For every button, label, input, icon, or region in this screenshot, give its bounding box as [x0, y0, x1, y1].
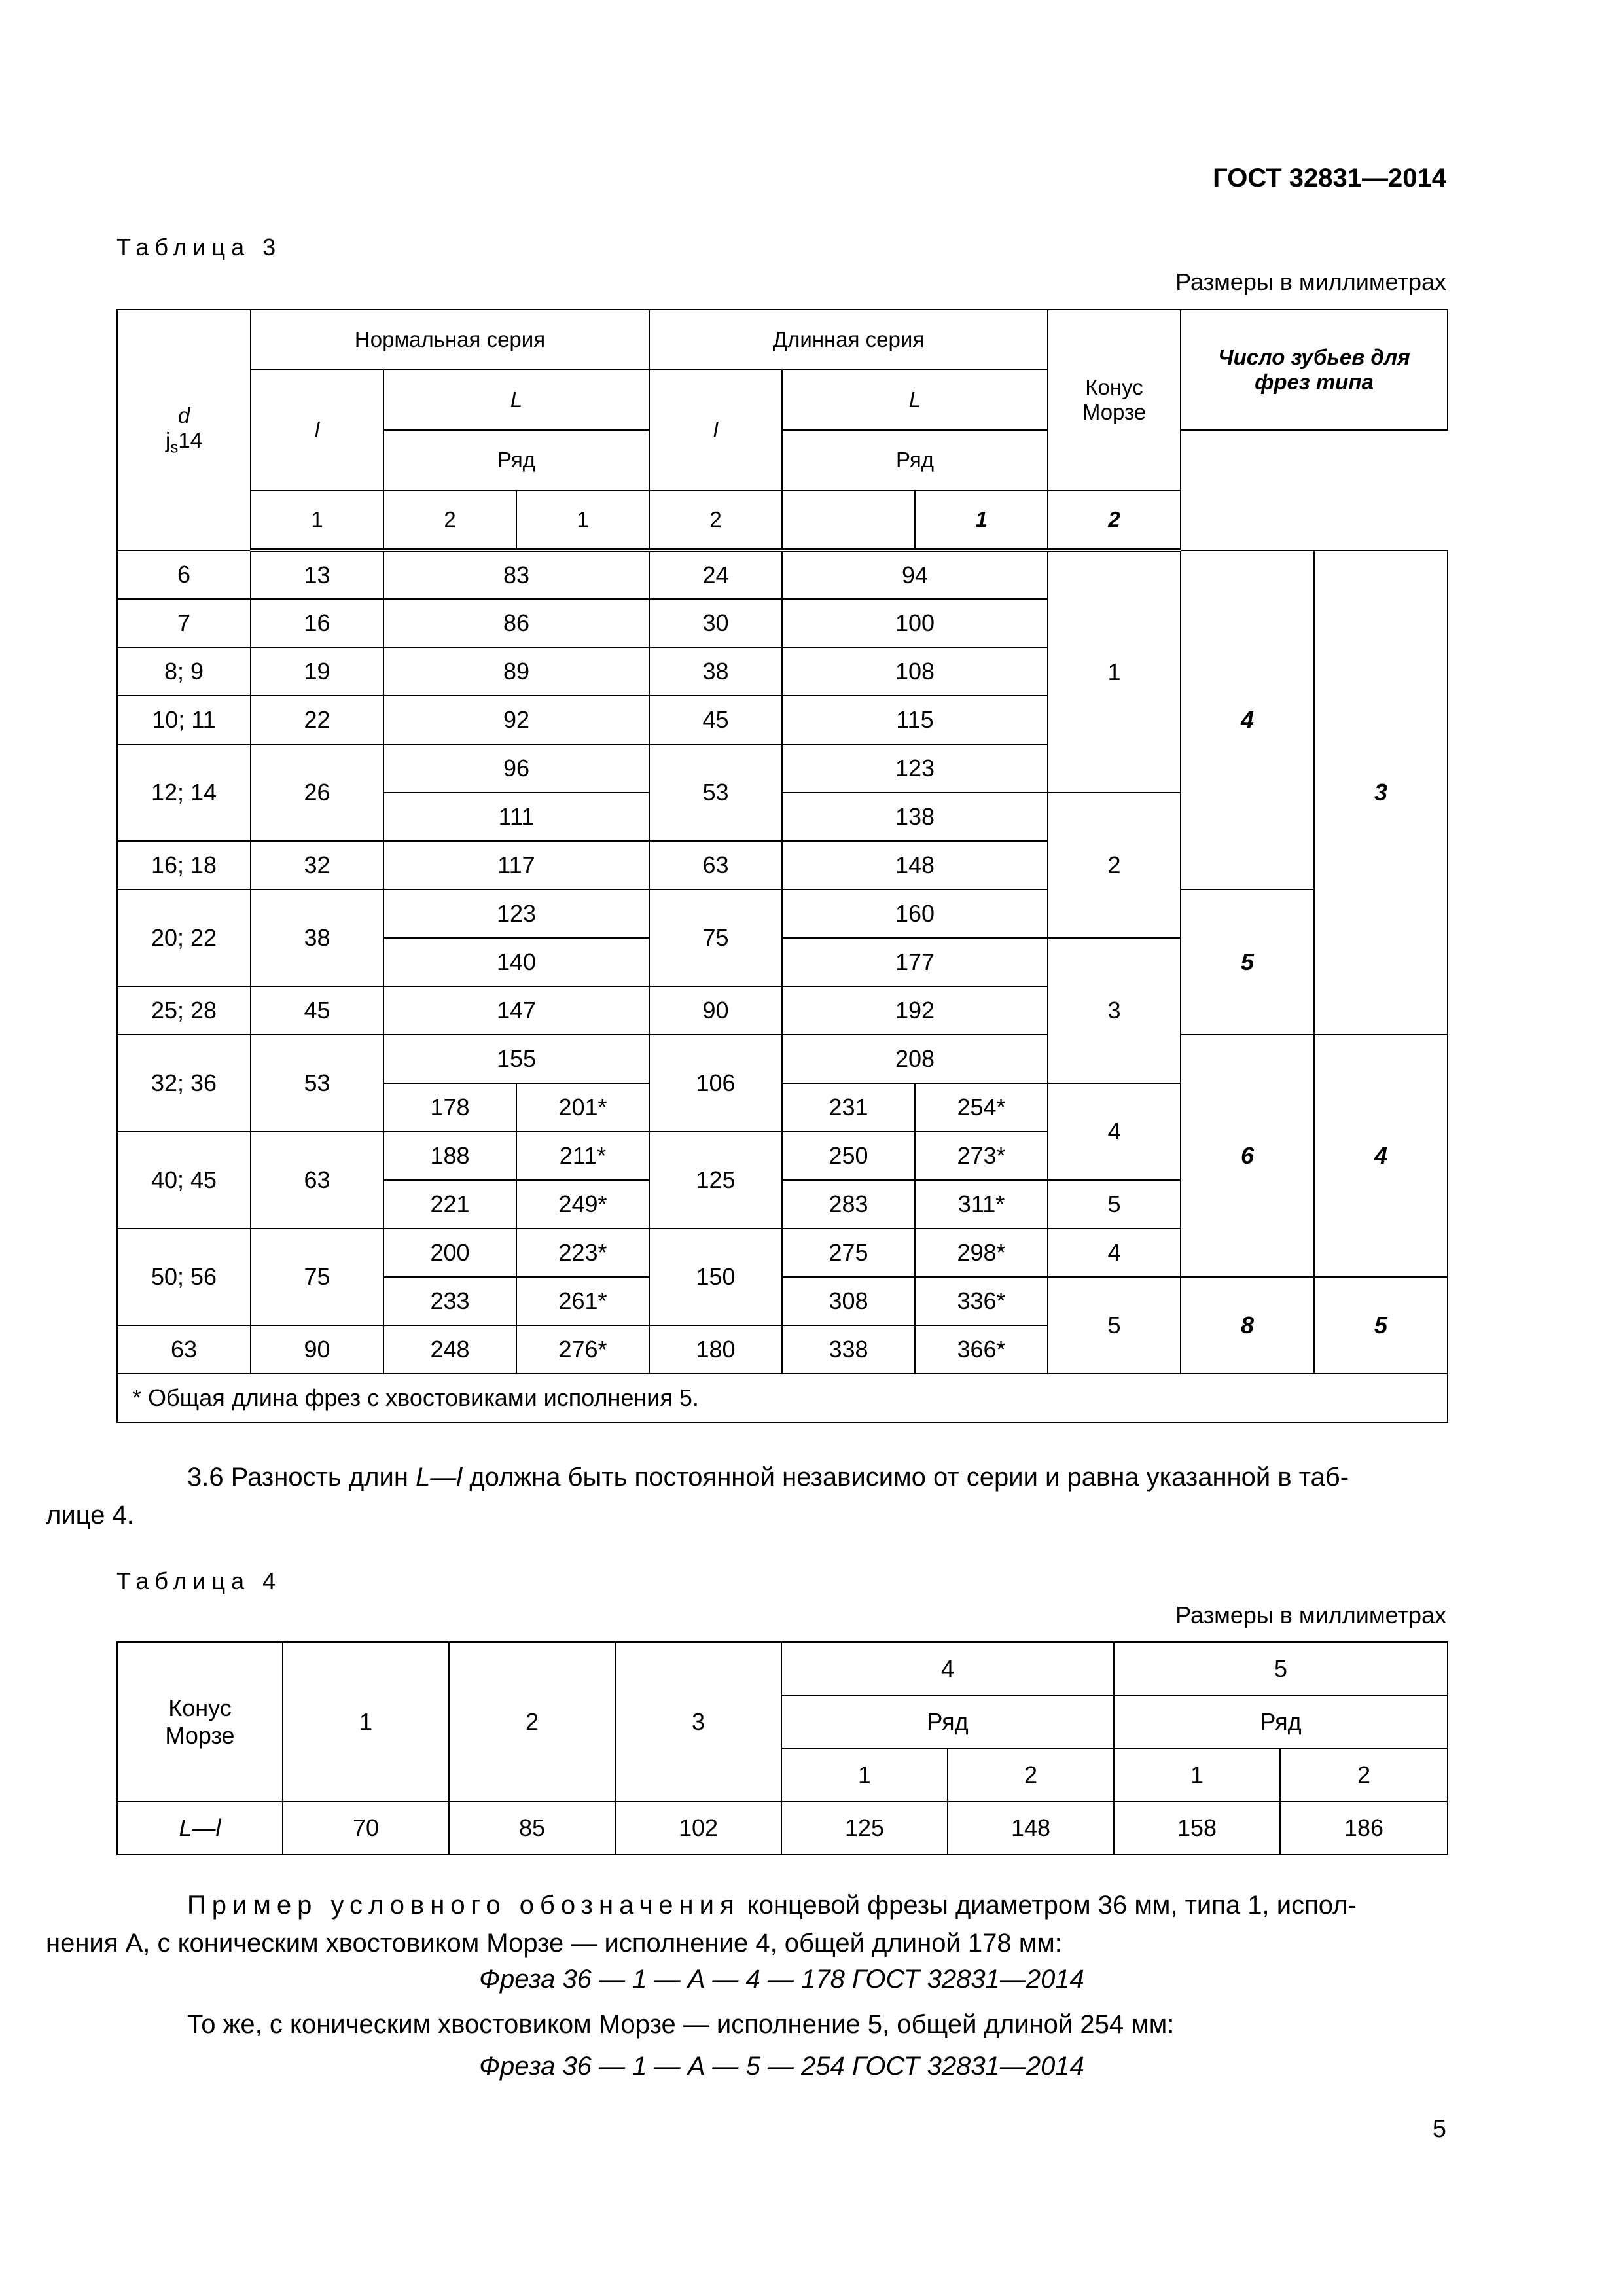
- teeth-type1-b: 5: [1181, 889, 1314, 1035]
- morse-5a: 5: [1048, 1180, 1181, 1229]
- morse-5b: 5: [1048, 1277, 1181, 1374]
- paragraph-3-6: 3.6 Разность длин L—l должна быть постоянной независимо от серии и равна указанной в таб- лице 4.: [46, 1463, 1349, 1530]
- table3-caption: Таблица 3: [116, 234, 282, 260]
- table-row: 32; 36 53 155 106 208 6 4: [117, 1035, 1448, 1083]
- t4-header-morse: Конус Морзе: [117, 1642, 283, 1801]
- table-row: 8; 9 19 89 38 108: [117, 647, 1448, 696]
- header-l-normal: l: [251, 370, 383, 490]
- header-L-long: L: [782, 370, 1048, 430]
- t4-header-5-1: 1: [1114, 1748, 1280, 1801]
- table-row: 233 261* 308 336* 5 8 5: [117, 1277, 1448, 1325]
- header-type1: 1: [915, 490, 1048, 550]
- teeth-type2-d: 5: [1314, 1277, 1448, 1374]
- table-row: 12; 14 26 96 53 123: [117, 744, 1448, 793]
- table3-footnote: * Общая длина фрез с хвостовиками исполнения 5.: [117, 1374, 1448, 1422]
- t4-header-2: 2: [449, 1642, 615, 1801]
- header-row1-long: 1: [516, 490, 649, 550]
- morse-2: 2: [1048, 793, 1181, 938]
- morse-3: 3: [1048, 938, 1181, 1083]
- header-row2-long: 2: [649, 490, 782, 550]
- t4-header-row4: Ряд: [781, 1695, 1114, 1748]
- example-formula-2: Фреза 36 — 1 — А — 5 — 254 ГОСТ 32831—2014: [479, 2052, 1084, 2081]
- table-footnote-row: [117, 1374, 1448, 1422]
- table4: [116, 1641, 1448, 1855]
- table-row: 140 177 3: [117, 938, 1448, 986]
- header-l-long: l: [649, 370, 782, 490]
- header-teeth-count: Число зубьев для фрез типа: [1181, 310, 1448, 430]
- teeth-type2-a: 3: [1314, 550, 1448, 1035]
- teeth-type1-a: 4: [1181, 550, 1314, 889]
- table-row: 221 249* 283 311* 5: [117, 1180, 1448, 1229]
- table-row: 25; 28 45 147 90 192: [117, 986, 1448, 1035]
- table-row: 6 13 83 24 94 1 4 3: [117, 550, 1448, 599]
- table-row: 111 138 2: [117, 793, 1448, 841]
- morse-1: 1: [1048, 550, 1181, 793]
- example-paragraph: Пример условного обозначения концевой фрезы диаметром 36 мм, типа 1, испол- нения А, с коническим хвостовиком Морзе — исполнение 4, общей длиной 178 мм:: [46, 1891, 1357, 1958]
- table-row: 178 201* 231 254* 4: [117, 1083, 1448, 1132]
- t4-header-row5: Ряд: [1114, 1695, 1448, 1748]
- header-diameter: d $j_s14$: [117, 310, 251, 550]
- header-row-normal: Ряд: [383, 430, 649, 490]
- table-row: 16; 18 32 117 63 148: [117, 841, 1448, 889]
- example-line-3: То же, с коническим хвостовиком Морзе — исполнение 5, общей длиной 254 мм:: [187, 2010, 1175, 2039]
- example-formula-1: Фреза 36 — 1 — А — 4 — 178 ГОСТ 32831—2014: [479, 1965, 1084, 1994]
- t4-header-5: 5: [1114, 1642, 1448, 1695]
- document-code: ГОСТ 32831—2014: [1213, 164, 1446, 192]
- table3: [116, 309, 1448, 1423]
- page-number: 5: [1432, 2115, 1446, 2143]
- table-row: 7 16 86 30 100: [117, 599, 1448, 647]
- t4-header-5-2: 2: [1280, 1748, 1448, 1801]
- table-row: 20; 22 38 123 75 160 5: [117, 889, 1448, 938]
- table3-units: Размеры в миллиметрах: [1175, 268, 1446, 295]
- teeth-type2-c: 4: [1314, 1035, 1448, 1277]
- header-row2-normal: 2: [383, 490, 516, 550]
- header-long-series: Длинная серия: [649, 310, 1048, 370]
- header-morse-empty: [782, 490, 915, 550]
- table4-caption: Таблица 4: [116, 1568, 282, 1594]
- table-row: 63 90 248 276* 180 338 366*: [117, 1325, 1448, 1374]
- table-row: L—l 70 85 102 125 148 158 186: [117, 1801, 1448, 1854]
- table-row: 50; 56 75 200 223* 150 275 298* 4: [117, 1229, 1448, 1277]
- header-row-long: Ряд: [782, 430, 1048, 490]
- header-morse-taper: Конус Морзе: [1048, 310, 1181, 490]
- header-normal-series: Нормальная серия: [251, 310, 649, 370]
- morse-4a: 4: [1048, 1083, 1181, 1180]
- table-row: 40; 45 63 188 211* 125 250 273*: [117, 1132, 1448, 1180]
- teeth-type1-c: 6: [1181, 1035, 1314, 1277]
- table-row: 10; 11 22 92 45 115: [117, 696, 1448, 744]
- morse-4b: 4: [1048, 1229, 1181, 1277]
- table4-units: Размеры в миллиметрах: [1175, 1602, 1446, 1628]
- header-type2: 2: [1048, 490, 1181, 550]
- t4-header-4-2: 2: [948, 1748, 1114, 1801]
- teeth-type1-d: 8: [1181, 1277, 1314, 1374]
- header-L-normal: L: [383, 370, 649, 430]
- t4-header-4: 4: [781, 1642, 1114, 1695]
- header-row1-normal: 1: [251, 490, 383, 550]
- t4-header-3: 3: [615, 1642, 781, 1801]
- t4-header-1: 1: [283, 1642, 449, 1801]
- t4-header-4-1: 1: [781, 1748, 948, 1801]
